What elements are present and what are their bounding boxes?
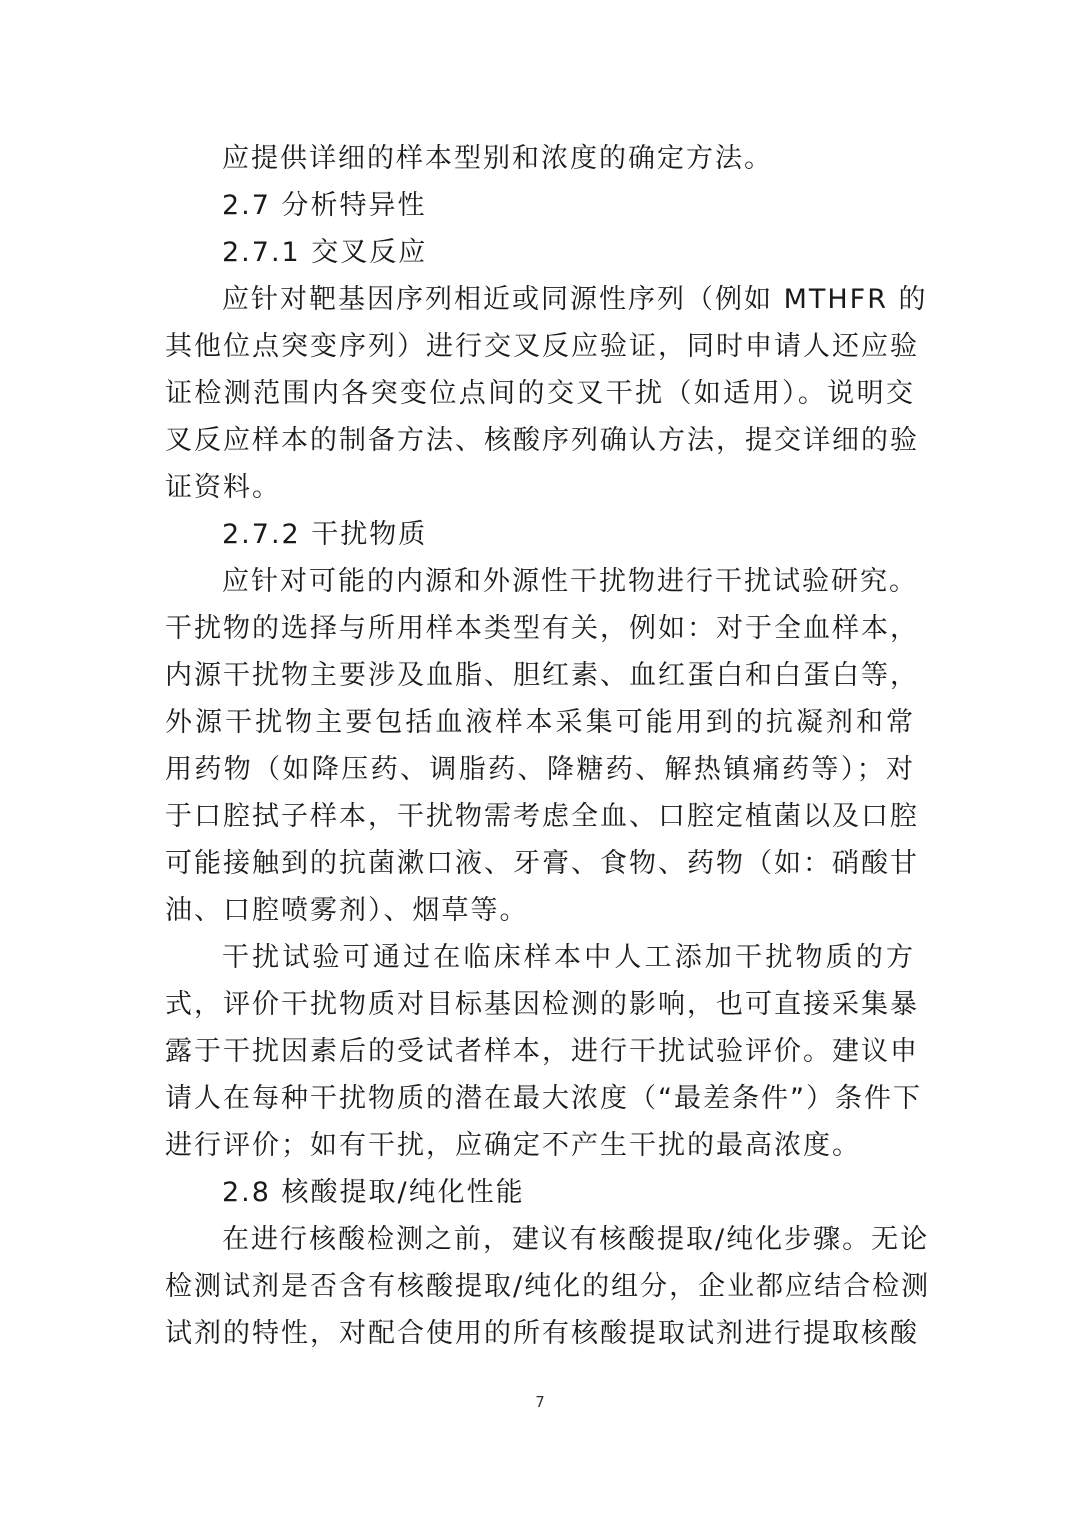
paragraph-line: 证检测范围内各突变位点间的交叉干扰（如适用）。说明交 [165, 378, 915, 409]
paragraph-line: 可能接触到的抗菌漱口液、牙膏、食物、药物（如：硝酸甘 [165, 848, 919, 879]
paragraph-line: 式，评价干扰物质对目标基因检测的影响，也可直接采集暴 [165, 989, 919, 1020]
paragraph-line: 进行评价；如有干扰，应确定不产生干扰的最高浓度。 [165, 1130, 861, 1161]
section-heading-2-8: 2.8 核酸提取/纯化性能 [222, 1177, 525, 1208]
paragraph-line: 在进行核酸检测之前，建议有核酸提取/纯化步骤。无论 [222, 1224, 930, 1255]
section-heading-2-7-1: 2.7.1 交叉反应 [222, 237, 428, 268]
page-number: 7 [535, 1393, 545, 1411]
paragraph-line: 干扰物的选择与所用样本类型有关，例如：对于全血样本， [165, 613, 919, 644]
paragraph-line: 干扰试验可通过在临床样本中人工添加干扰物质的方 [222, 942, 915, 973]
paragraph-line: 露于干扰因素后的受试者样本，进行干扰试验评价。建议申 [165, 1036, 919, 1067]
paragraph-line: 外源干扰物主要包括血液样本采集可能用到的抗凝剂和常 [165, 707, 915, 738]
paragraph-line: 检测试剂是否含有核酸提取/纯化的组分，企业都应结合检测 [165, 1271, 931, 1302]
paragraph-line: 请人在每种干扰物质的潜在最大浓度（“最差条件”）条件下 [165, 1083, 922, 1114]
paragraph-line: 用药物（如降压药、调脂药、降糖药、解热镇痛药等）；对 [165, 754, 915, 785]
paragraph-line: 应针对可能的内源和外源性干扰物进行干扰试验研究。 [222, 566, 918, 597]
paragraph-line: 其他位点突变序列）进行交叉反应验证，同时申请人还应验 [165, 331, 919, 362]
section-heading-2-7-2: 2.7.2 干扰物质 [222, 519, 428, 550]
section-heading-2-7: 2.7 分析特异性 [222, 190, 427, 221]
paragraph-line: 应针对靶基因序列相近或同源性序列（例如 MTHFR 的 [222, 284, 928, 315]
page-body [165, 135, 931, 1357]
paragraph-line: 油、口腔喷雾剂）、烟草等。 [165, 895, 529, 926]
paragraph-line: 内源干扰物主要涉及血脂、胆红素、血红蛋白和白蛋白等， [165, 660, 919, 691]
paragraph-line: 证资料。 [165, 472, 281, 503]
paragraph-line: 叉反应样本的制备方法、核酸序列确认方法，提交详细的验 [165, 425, 919, 456]
paragraph-line: 应提供详细的样本型别和浓度的确定方法。 [222, 143, 773, 174]
paragraph-line: 试剂的特性，对配合使用的所有核酸提取试剂进行提取核酸 [165, 1318, 919, 1349]
paragraph-line: 于口腔拭子样本，干扰物需考虑全血、口腔定植菌以及口腔 [165, 801, 919, 832]
